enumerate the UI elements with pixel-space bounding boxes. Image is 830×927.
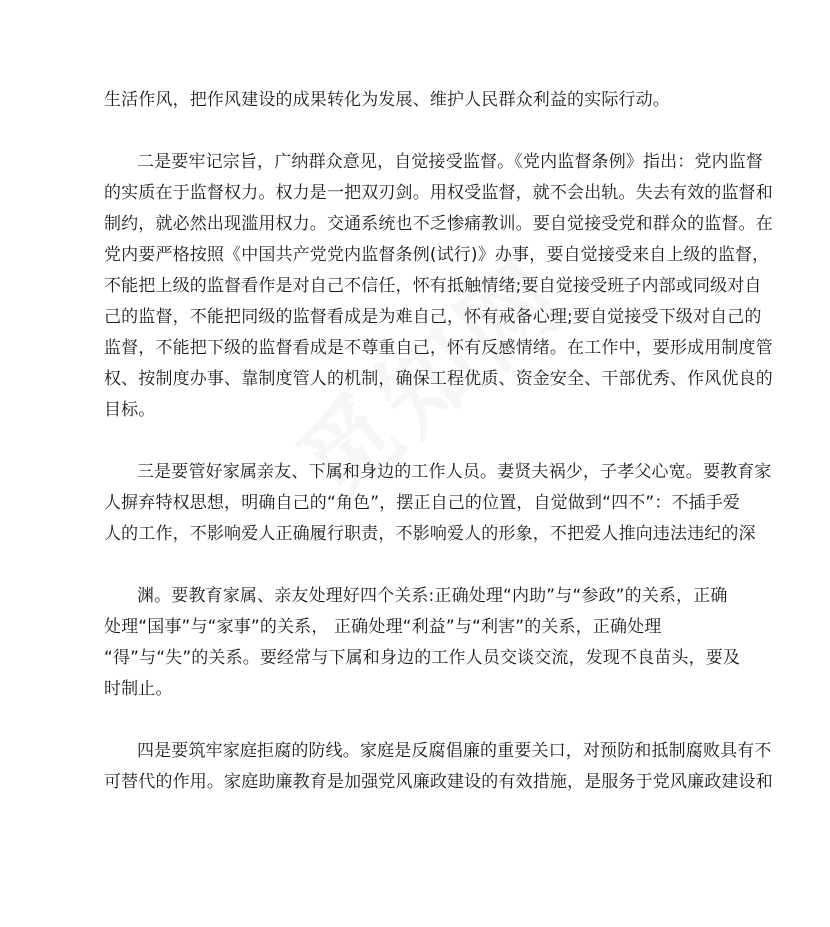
paragraph-line: 时制止。: [104, 679, 173, 699]
paragraph-line: 三是要管好家属亲友、下属和身边的工作人员。妻贤夫祸少，子孝父心宽。要教育家: [137, 462, 772, 482]
paragraph-line: 目标。: [104, 400, 156, 420]
paragraph-line: 己的监督，不能把同级的监督看成是为难自己，怀有戒备心理;要自觉接受下级对自己的: [104, 307, 762, 327]
paragraph-line: “得”与“失”的关系。要经常与下属和身边的工作人员交谈交流，发现不良苗头，要及: [104, 648, 741, 668]
paragraph-line: 二是要牢记宗旨，广纳群众意见，自觉接受监督。《党内监督条例》指出：党内监督: [137, 152, 764, 172]
paragraph-line: 处理“国事”与“家事”的关系， 正确处理“利益”与“利害”的关系，正确处理: [104, 617, 662, 637]
paragraph-line: 监督，不能把下级的监督看成是不尊重自己，怀有反感情绪。在工作中，要形成用制度管: [104, 338, 773, 358]
paragraph-line: 制约，就必然出现滥用权力。交通系统也不乏惨痛教训。要自觉接受党和群众的监督。在: [104, 214, 773, 234]
paragraph-line: 人的工作，不影响爱人正确履行职责，不影响爱人的形象，不把爱人推向违法违纪的深: [104, 524, 756, 544]
paragraph-line: 权、按制度办事、靠制度管人的机制，确保工程优质、资金安全、干部优秀、作风优良的: [104, 369, 773, 389]
paragraph-line: 生活作风，把作风建设的成果转化为发展、维护人民群众利益的实际行动。: [104, 90, 670, 110]
paragraph-line: 可替代的作用。家庭助廉教育是加强党风廉政建设的有效措施，是服务于党风廉政建设和: [104, 772, 773, 792]
paragraph-line: 党内要严格按照《中国共产党党内监督条例(试行)》办事，要自觉接受来自上级的监督，: [104, 245, 770, 265]
paragraph-line: 四是要筑牢家庭拒腐的防线。家庭是反腐倡廉的重要关口，对预防和抵制腐败具有不: [137, 741, 772, 761]
paragraph-line: 渊。要教育家属、亲友处理好四个关系:正确处理“内助”与“参政”的关系，正确: [137, 586, 728, 606]
paragraph-line: 的实质在于监督权力。权力是一把双刃剑。用权受监督，就不会出轨。失去有效的监督和: [104, 183, 773, 203]
paragraph-line: 不能把上级的监督看作是对自己不信任，怀有抵触情绪;要自觉接受班子内部或同级对自: [104, 276, 762, 296]
paragraph-line: 人摒弃特权思想，明确自己的“角色”，摆正自己的位置，自觉做到“四不”：不插手爱: [104, 493, 741, 513]
